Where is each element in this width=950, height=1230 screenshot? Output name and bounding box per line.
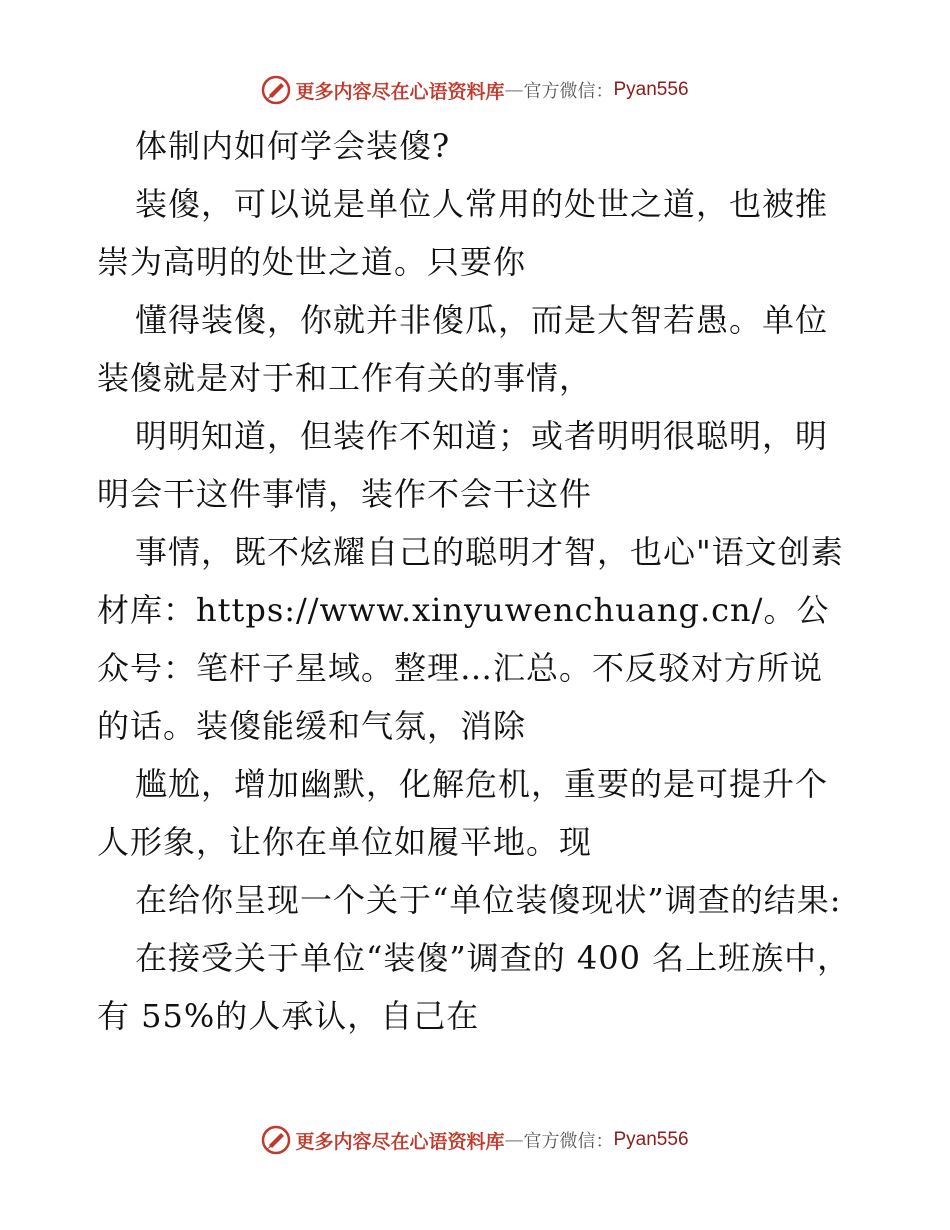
header-site-text: 更多内容尽在心语资料库 xyxy=(295,80,505,103)
paragraph: 事情，既不炫耀自己的聪明才智，也心"语文创素材库：https://www.xinyuwenchuang.cn/。公众号：笔杆子星域。整理…汇总。不反驳对方所说的话。装傻能缓和气氛，消除 xyxy=(97,533,844,745)
footer-banner xyxy=(0,1120,950,1160)
header-wechat-label: 官方微信： xyxy=(523,81,614,102)
footer-site-text: 更多内容尽在心语资料库 xyxy=(295,1130,505,1153)
paragraph: 在给你呈现一个关于“单位装傻现状”调查的结果: xyxy=(135,881,842,919)
document-body xyxy=(97,117,853,1045)
paragraph: 在接受关于单位“装傻”调查的 400 名上班族中，有 55%的人承认，自己在 xyxy=(97,939,851,1035)
brand-logo-icon xyxy=(261,75,291,105)
paragraph: 明明知道，但装作不知道；或者明明很聪明，明明会干这件事情，装作不会干这件 xyxy=(97,417,829,513)
footer-separator: — xyxy=(504,1129,524,1151)
header-wechat-id: Pyan556 xyxy=(613,79,689,100)
paragraph: 懂得装傻，你就并非傻瓜，而是大智若愚。单位装傻就是对于和工作有关的事情， xyxy=(97,301,829,397)
footer-wechat-id: Pyan556 xyxy=(613,1129,689,1150)
header-separator: — xyxy=(504,79,524,101)
paragraph: 体制内如何学会装傻? xyxy=(135,127,451,165)
footer-wechat-label: 官方微信： xyxy=(523,1131,614,1152)
paragraph: 尴尬，增加幽默，化解危机，重要的是可提升个人形象，让你在单位如履平地。现 xyxy=(97,765,829,861)
brand-logo-icon xyxy=(261,1125,291,1155)
header-banner xyxy=(0,70,950,110)
paragraph: 装傻，可以说是单位人常用的处世之道，也被推崇为高明的处世之道。只要你 xyxy=(97,185,829,281)
